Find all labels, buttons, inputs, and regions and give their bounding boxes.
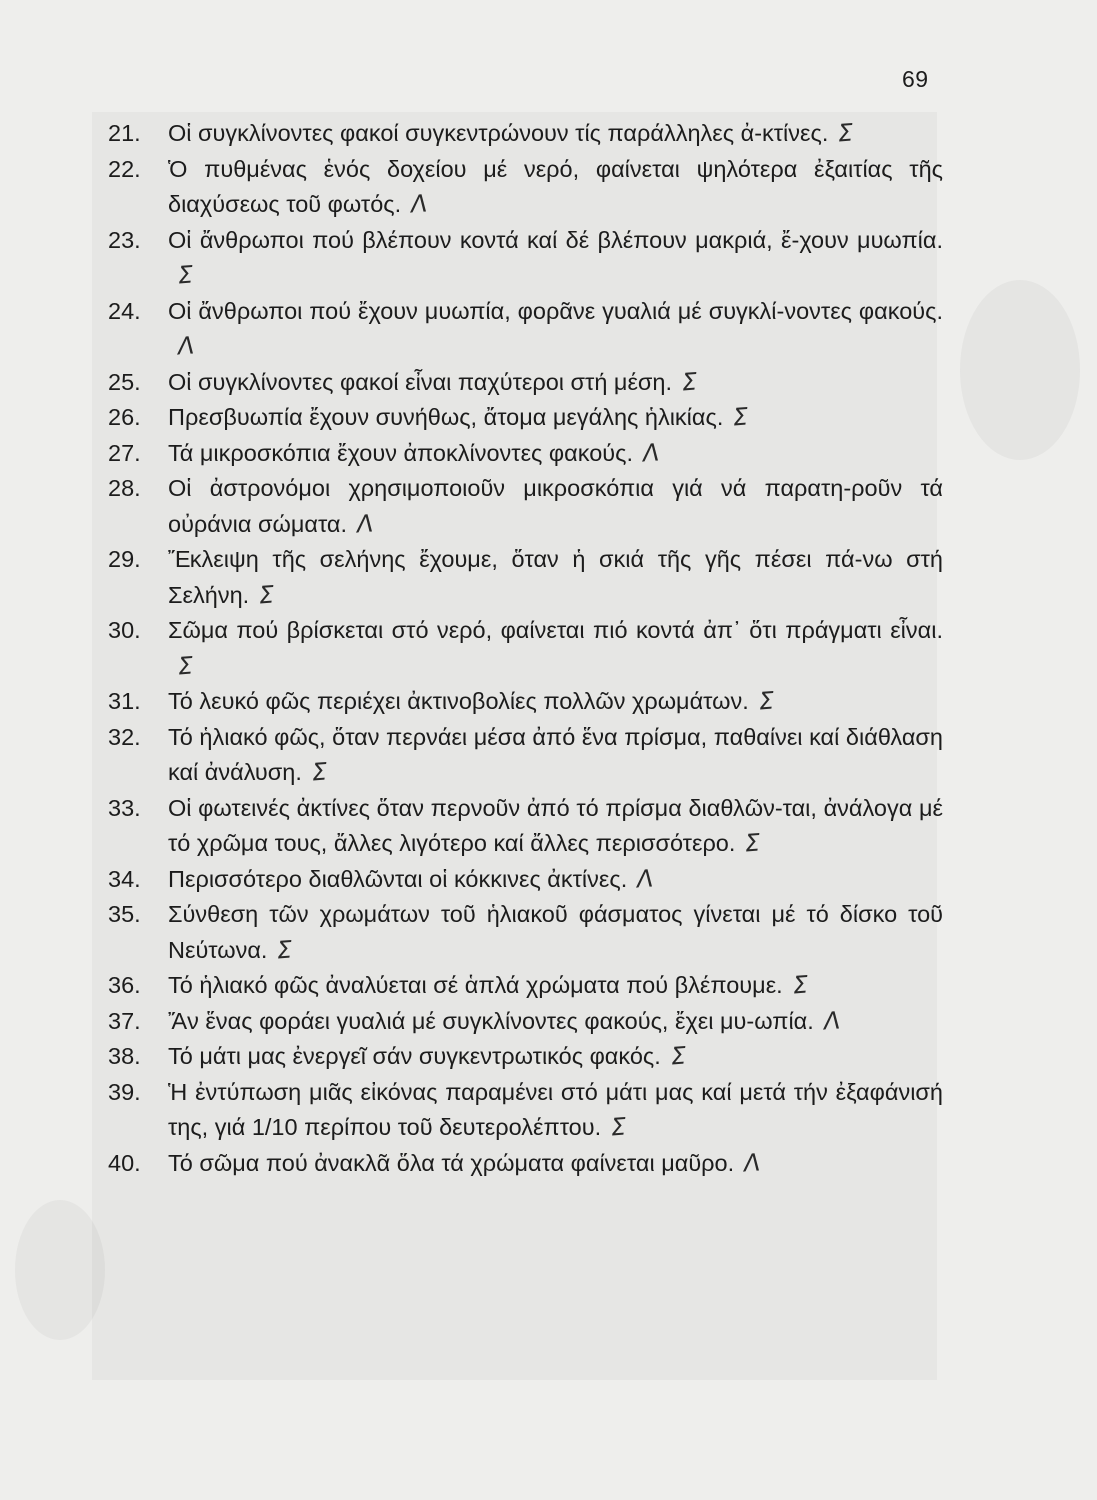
- statement-text: [168, 1004, 943, 1040]
- statement-number: 27.: [108, 439, 141, 466]
- statement-body: Τό σῶμα πού ἀνακλᾶ ὅλα τά χρώματα φαίνεται μαῦρο.: [168, 1149, 735, 1176]
- statement-number: 37.: [108, 1007, 141, 1034]
- statement-text: [168, 613, 943, 684]
- statement-number: 33.: [108, 794, 141, 821]
- statement-body: Σῶμα πού βρίσκεται στό νερό, φαίνεται πιό κοντά ἀπ᾽ ὅτι πράγματι εἶναι.: [168, 617, 943, 643]
- statement-item: [108, 223, 943, 294]
- statement-body: Οἱ συγκλίνοντες φακοί συγκεντρώνουν τίς παράλληλες ἀ-κτίνες.: [168, 120, 829, 146]
- statement-body: Ἔκλειψη τῆς σελήνης ἔχουμε, ὅταν ἡ σκιά τῆς γῆς πέσει πά-νω στή Σελήνη.: [168, 546, 943, 608]
- statement-item: [108, 1039, 943, 1075]
- statement-number: 28.: [108, 475, 141, 501]
- statement-number: 32.: [108, 723, 141, 750]
- statement-body: Οἱ φωτεινές ἀκτίνες ὅταν περνοῦν ἀπό τό πρίσμα διαθλῶν-ται, ἀνάλογα μέ τό χρῶμα τους, ἄλλες λιγότερο καί ἄλλες περισσότερο.: [168, 794, 943, 856]
- statement-item: [108, 1146, 943, 1182]
- statement-number: 25.: [108, 368, 141, 395]
- statement-item: [108, 542, 943, 613]
- statement-number: 29.: [108, 546, 141, 572]
- statement-number: 24.: [108, 297, 141, 324]
- statement-body: Οἱ ἄνθρωποι πού ἔχουν μυωπία, φορᾶνε γυαλιά μέ συγκλί-νοντες φακούς.: [168, 297, 943, 324]
- statement-item: [108, 400, 943, 436]
- statement-item: [108, 294, 943, 365]
- handwritten-answer-mark: Σ: [176, 651, 195, 680]
- statement-number: 38.: [108, 1043, 141, 1069]
- handwritten-answer-mark: Σ: [757, 686, 775, 716]
- statement-body: Σύνθεση τῶν χρωμάτων τοῦ ἡλιακοῦ φάσματος γίνεται μέ τό δίσκο τοῦ Νεύτωνα.: [168, 901, 943, 963]
- handwritten-answer-mark: Λ: [356, 508, 375, 539]
- statement-item: [108, 720, 943, 791]
- statement-body: Τό μάτι μας ἐνεργεῖ σάν συγκεντρωτικός φακός.: [168, 1043, 661, 1069]
- statement-text: [168, 436, 943, 472]
- statement-text: [168, 862, 943, 898]
- statement-number: 35.: [108, 901, 141, 927]
- statement-item: [108, 152, 943, 223]
- handwritten-answer-mark: Λ: [410, 189, 429, 219]
- statement-item: [108, 613, 943, 684]
- handwritten-answer-mark: Σ: [837, 118, 855, 148]
- handwritten-answer-mark: Σ: [258, 580, 276, 609]
- statement-text: [168, 968, 943, 1004]
- handwritten-answer-mark: Λ: [822, 1005, 842, 1036]
- statement-text: [168, 897, 943, 968]
- handwritten-answer-mark: Λ: [743, 1147, 762, 1178]
- statement-body: Τό ἡλιακό φῶς ἀναλύεται σέ ἁπλά χρώματα πού βλέπουμε.: [168, 972, 783, 998]
- statement-body: Ἡ ἐντύπωση μιᾶς εἰκόνας παραμένει στό μάτι μας καί μετά τήν ἐξαφάνισή της, γιά 1/10 περίπου τοῦ δευτερολέπτου.: [168, 1078, 943, 1140]
- statement-body: Τό λευκό φῶς περιέχει ἀκτινοβολίες πολλῶν χρωμάτων.: [168, 688, 749, 714]
- handwritten-answer-mark: Σ: [681, 367, 699, 396]
- statement-number: 36.: [108, 972, 141, 998]
- statement-item: [108, 968, 943, 1004]
- statement-text: [168, 152, 943, 223]
- handwritten-answer-mark: Λ: [636, 863, 655, 894]
- handwritten-answer-mark: Σ: [732, 402, 750, 432]
- statement-number: 30.: [108, 617, 141, 643]
- statement-item: [108, 436, 943, 472]
- statement-item: [108, 1075, 943, 1146]
- handwritten-answer-mark: Λ: [176, 331, 196, 361]
- statement-text: [168, 400, 943, 436]
- statement-text: [168, 471, 943, 542]
- statement-body: Περισσότερο διαθλῶνται οἱ κόκκινες ἀκτίνες.: [168, 865, 628, 892]
- statement-item: [108, 471, 943, 542]
- statement-item: [108, 1004, 943, 1040]
- statement-body: Οἱ ἀστρονόμοι χρησιμοποιοῦν μικροσκόπια γιά νά παρατη-ροῦν τά οὐράνια σώματα.: [168, 475, 943, 537]
- handwritten-answer-mark: Σ: [610, 1112, 628, 1142]
- statement-text: [168, 542, 943, 613]
- statement-text: [168, 116, 943, 152]
- statement-text: [168, 294, 943, 365]
- statement-item: [108, 791, 943, 862]
- statement-text: [168, 365, 943, 401]
- statement-text: [168, 223, 943, 294]
- handwritten-answer-mark: Λ: [641, 437, 661, 468]
- statement-item: [108, 897, 943, 968]
- statement-item: [108, 684, 943, 720]
- page-stain: [15, 1200, 105, 1340]
- handwritten-answer-mark: Σ: [791, 970, 809, 1000]
- statement-body: Οἱ συγκλίνοντες φακοί εἶναι παχύτεροι στή μέση.: [168, 368, 673, 395]
- statement-body: Ἄν ἕνας φοράει γυαλιά μέ συγκλίνοντες φακούς, ἔχει μυ-ωπία.: [168, 1007, 814, 1034]
- statement-number: 40.: [108, 1149, 141, 1176]
- statement-number: 31.: [108, 688, 141, 714]
- handwritten-answer-mark: Σ: [310, 757, 328, 787]
- statement-number: 26.: [108, 404, 141, 430]
- statement-body: Ὁ πυθμένας ἑνός δοχείου μέ νερό, φαίνεται ψηλότερα ἐξαιτίας τῆς διαχύσεως τοῦ φωτός.: [168, 155, 943, 217]
- statement-text: [168, 1039, 943, 1075]
- statement-text: [168, 1146, 943, 1182]
- statement-body: Τό ἡλιακό φῶς, ὅταν περνάει μέσα ἀπό ἕνα πρίσμα, παθαίνει καί διάθλαση καί ἀνάλυση.: [168, 723, 943, 785]
- statement-number: 21.: [108, 120, 141, 146]
- handwritten-answer-mark: Σ: [669, 1041, 687, 1071]
- statement-item: [108, 365, 943, 401]
- statement-text: [168, 1075, 943, 1146]
- handwritten-answer-mark: Σ: [176, 260, 195, 290]
- statement-text: [168, 791, 943, 862]
- handwritten-answer-mark: Σ: [744, 828, 762, 858]
- statement-body: Οἱ ἄνθρωποι πού βλέπουν κοντά καί δέ βλέπουν μακριά, ἔ-χουν μυωπία.: [168, 226, 943, 253]
- statement-number: 23.: [108, 226, 141, 253]
- statement-number: 39.: [108, 1078, 141, 1105]
- page-number: 69: [902, 66, 929, 92]
- statement-number: 22.: [108, 155, 141, 182]
- page-stain: [960, 280, 1080, 460]
- statement-item: [108, 862, 943, 898]
- statement-list: [108, 116, 943, 1181]
- statement-number: 34.: [108, 865, 141, 892]
- statement-body: Τά μικροσκόπια ἔχουν ἀποκλίνοντες φακούς.: [168, 439, 633, 466]
- handwritten-answer-mark: Σ: [276, 935, 294, 964]
- statement-text: [168, 720, 943, 791]
- statement-text: [168, 684, 943, 720]
- statement-body: Πρεσβυωπία ἔχουν συνήθως, ἄτομα μεγάλης ἡλικίας.: [168, 404, 724, 430]
- statement-item: [108, 116, 943, 152]
